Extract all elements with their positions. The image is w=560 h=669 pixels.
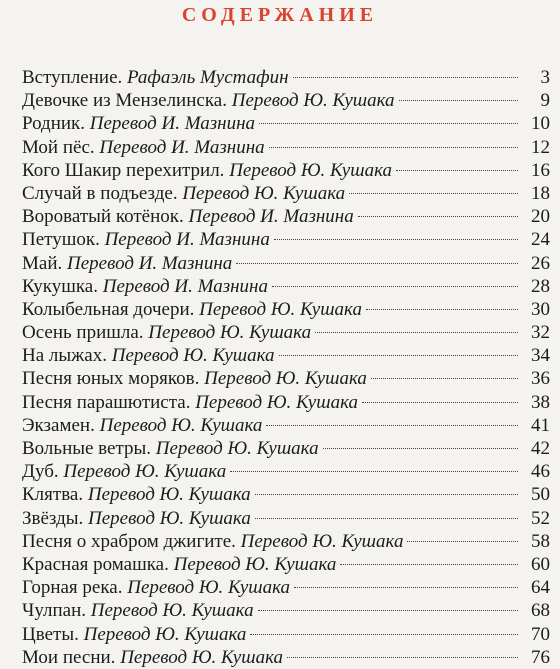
dot-leader [399,100,518,101]
poem-title: Кого Шакир перехитрил. [22,159,225,181]
toc-entry [22,483,550,506]
toc-entry [22,298,550,321]
page-number: 16 [531,159,550,181]
toc-entry-title [22,646,283,669]
toc-entry [22,460,550,483]
toc-entry-title [22,182,345,205]
poem-title: Вороватый котёнок. [22,206,184,228]
toc-entry-title [22,228,270,251]
page-number: 70 [531,623,550,645]
credit-text: Перевод Ю. Кушака [111,345,275,367]
toc-entry [22,576,550,599]
toc-entry-title [22,112,255,135]
page-number: 28 [531,275,550,297]
toc-entry-title [22,159,392,182]
dot-leader [269,147,518,148]
poem-title: Песня о храбром джигите. [22,530,236,552]
credit-text: Перевод Ю. Кушака [229,159,392,181]
toc-entry-title [22,344,275,367]
toc-entry [22,89,550,112]
toc-entry [22,344,550,367]
dot-leader [396,170,518,171]
poem-title: Осень пришла. [22,322,144,344]
poem-title: Песня юных моряков. [22,368,200,390]
toc-entry [22,159,550,182]
page-number: 64 [531,577,550,599]
dot-leader [272,286,518,287]
poem-title: Май. [22,252,63,274]
page-number: 9 [540,90,550,112]
toc-entry-title [22,483,251,506]
toc-entry-title [22,391,358,414]
toc-entry [22,646,550,669]
toc-entry-title [22,252,232,275]
toc-entry-title [22,414,262,437]
toc-entry-title [22,136,265,159]
page-number: 24 [531,229,550,251]
toc-entry [22,553,550,576]
poem-title: Вольные ветры. [22,438,152,459]
poem-title: Колыбельная дочери. [22,298,195,320]
toc-entry-title [22,205,354,228]
credit-text: Перевод Ю. Кушака [155,438,319,459]
page-number: 52 [531,507,550,529]
dot-leader [230,471,518,472]
page-number: 34 [531,345,550,367]
toc-entry-title [22,623,246,646]
toc-entry-title [22,553,336,576]
dot-leader [258,610,518,611]
credit-text: Перевод Ю. Кушака [87,484,251,506]
dot-leader [250,634,518,635]
dot-leader [362,402,518,403]
credit-text: Перевод Ю. Кушака [120,646,283,668]
page-number: 42 [531,438,550,459]
toc-entry [22,437,550,460]
toc-entry-title [22,89,395,112]
poem-title: Клятва. [22,484,84,506]
credit-text: Перевод И. Мазнина [89,113,256,135]
credit-text: Перевод Ю. Кушака [83,623,247,645]
toc-entry [22,275,550,298]
credit-text: Перевод Ю. Кушака [231,90,395,112]
dot-leader [371,378,518,379]
dot-leader [259,123,518,124]
poem-title: Кукушка. [22,275,98,297]
page-number: 20 [531,206,550,228]
credit-text: Перевод Ю. Кушака [240,530,404,552]
toc-entry [22,228,550,251]
poem-title: Чулпан. [22,600,87,622]
credit-text: Перевод Ю. Кушака [88,507,251,529]
toc-entry [22,599,550,622]
poem-title: На лыжах. [22,345,107,367]
poem-title: Песня парашютиста. [22,391,191,413]
page-number: 46 [531,461,550,483]
page-number: 50 [531,484,550,506]
poem-title: Звёзды. [22,507,84,529]
credit-text: Перевод И. Мазнина [104,229,270,251]
poem-title: Цветы. [22,623,79,645]
dot-leader [293,77,518,78]
page-number: 26 [531,252,550,274]
credit-text: Перевод Ю. Кушака [90,600,254,622]
page-number: 38 [531,391,550,413]
toc-entry-title [22,576,290,599]
toc-entry [22,136,550,159]
poem-title: Мой пёс. [22,136,95,158]
page-number: 32 [531,322,550,344]
dot-leader [366,309,518,310]
credit-text: Перевод Ю. Кушака [199,298,362,320]
credit-text: Перевод Ю. Кушака [63,461,227,483]
credit-text: Перевод Ю. Кушака [195,391,359,413]
page-number: 30 [531,298,550,320]
toc-entry-title [22,275,268,298]
poem-title: Экзамен. [22,414,95,436]
page-number: 68 [531,600,550,622]
poem-title: Горная река. [22,577,123,599]
page-number: 58 [531,530,550,552]
toc-entry [22,66,550,89]
credit-text: Перевод Ю. Кушака [204,368,367,390]
credit-text: Перевод И. Мазнина [67,252,233,274]
credit-text: Перевод И. Мазнина [99,136,265,158]
page-number: 12 [531,136,550,158]
poem-title: Мои песни. [22,646,116,668]
credit-text: Перевод Ю. Кушака [127,577,291,599]
dot-leader [407,541,518,542]
toc-entry-title [22,298,362,321]
poem-title: Девочке из Мензелинска. [22,90,227,112]
page-number: 41 [531,414,550,436]
credit-text: Перевод И. Мазнина [188,206,354,228]
toc-entry-title [22,66,289,89]
dot-leader [266,425,518,426]
contents-heading: СОДЕРЖАНИЕ [181,4,379,26]
toc-entry [22,182,550,205]
poem-title: Петушок. [22,229,100,251]
page-number: 60 [531,553,550,575]
dot-leader [294,587,518,588]
credit-text: Перевод Ю. Кушака [99,414,263,436]
credit-text: Рафаэль Мустафин [127,67,289,88]
credit-text: Перевод Ю. Кушака [182,182,346,204]
toc-entry-title [22,507,251,530]
toc-entry-title [22,367,367,390]
toc-entry [22,391,550,414]
page-number: 76 [531,646,550,668]
page-number: 18 [531,182,550,204]
credit-text: Перевод И. Мазнина [102,275,268,297]
toc-entry-title [22,530,403,553]
credit-text: Перевод Ю. Кушака [173,553,337,575]
toc-entry [22,321,550,344]
toc-entry [22,623,550,646]
dot-leader [279,355,518,356]
toc-entry-title [22,321,311,344]
toc-entry-title [22,460,226,483]
dot-leader [255,518,518,519]
poem-title: Вступление. [22,67,123,88]
toc-entry [22,205,550,228]
poem-title: Родник. [22,113,86,135]
page-number: 3 [540,67,550,88]
dot-leader [315,332,518,333]
dot-leader [358,216,518,217]
dot-leader [349,193,518,194]
page-number: 36 [531,368,550,390]
dot-leader [323,448,518,449]
toc-entry [22,507,550,530]
dot-leader [287,657,518,658]
dot-leader [255,494,518,495]
poem-title: Дуб. [22,461,59,483]
toc-entry-title [22,599,254,622]
toc-entry [22,530,550,553]
toc-entry [22,252,550,275]
credit-text: Перевод Ю. Кушака [148,322,312,344]
table-of-contents [22,66,550,669]
page-number: 10 [531,113,550,135]
toc-entry [22,414,550,437]
toc-entry [22,112,550,135]
dot-leader [236,263,518,264]
toc-entry-title [22,437,319,460]
dot-leader [274,239,518,240]
toc-entry [22,367,550,390]
dot-leader [340,564,518,565]
poem-title: Случай в подъезде. [22,182,178,204]
poem-title: Красная ромашка. [22,553,169,575]
